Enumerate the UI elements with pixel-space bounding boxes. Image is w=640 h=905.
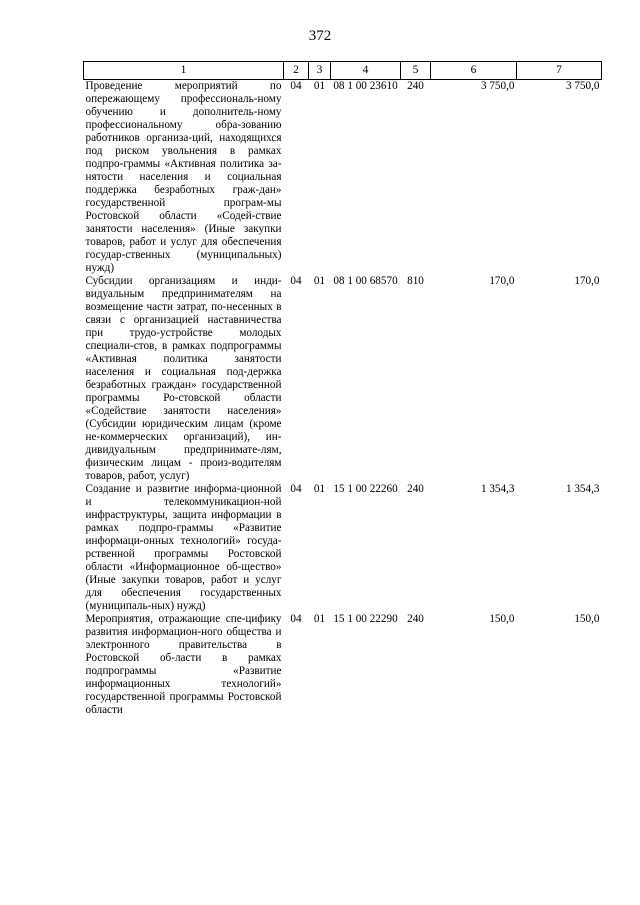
column-header-7: 7 xyxy=(517,62,602,80)
row-amount-col7: 1 354,3 xyxy=(565,483,600,495)
row-target-article-code: 08 1 00 68570 xyxy=(333,275,398,287)
row-section-code: 04 xyxy=(290,483,302,495)
row-expense-type-code: 240 xyxy=(407,80,424,92)
table-row xyxy=(84,80,602,276)
row-subsection-code: 01 xyxy=(313,275,326,287)
table-row xyxy=(84,275,602,483)
row-description: Мероприятия, отражающие спе-цифику развития информацион-ного общества и электронного правительства в Ростовской об-ласти в рамках подпрограммы «Развитие информационных технологий» государственной программы Ростовской области xyxy=(85,613,282,716)
row-section-code: 04 xyxy=(290,80,302,92)
table-row xyxy=(84,613,602,717)
column-header-4: 4 xyxy=(331,62,401,80)
row-description: Создание и развитие информа-ционной и телекоммуникацион-ной инфраструктуры, защита информации в рамках подпро-граммы «Развитие информаци-онных технологий» госуда-рственной программы Ростовской области «Информационное об-щество» (Иные закупки товаров, работ и услуг для обеспечения государственных (муниципаль-ных) нужд) xyxy=(85,483,282,612)
page-number: 372 xyxy=(308,28,332,44)
row-target-article-code: 15 1 00 22260 xyxy=(333,483,398,495)
column-header-5: 5 xyxy=(401,62,431,80)
row-amount-col6: 170,0 xyxy=(489,275,515,287)
column-header-6: 6 xyxy=(431,62,517,80)
row-amount-col7: 3 750,0 xyxy=(565,80,600,92)
row-expense-type-code: 810 xyxy=(407,275,424,287)
table-row xyxy=(84,483,602,613)
row-amount-col6: 150,0 xyxy=(489,613,515,625)
row-target-article-code: 15 1 00 22290 xyxy=(333,613,398,625)
row-section-code: 04 xyxy=(290,275,302,287)
row-section-code: 04 xyxy=(290,613,302,625)
table-header-row xyxy=(84,62,602,80)
row-target-article-code: 08 1 00 23610 xyxy=(333,80,398,92)
row-description: Проведение мероприятий по опережающему профессиональ-ному обучению и дополнитель-ному профессиональному обра-зованию работников организа-ций, находящихся под риском увольнения в рамках подпро-граммы «Активная политика за-нятости населения и социальная поддержка безработных граж-дан» государственной програм-мы Ростовской области «Содей-ствие занятости населения» (Иные закупки товаров, работ и услуг для обеспечения государ-ственных (муниципальных) нужд) xyxy=(85,80,282,274)
row-subsection-code: 01 xyxy=(313,483,326,495)
row-expense-type-code: 240 xyxy=(407,613,424,625)
row-amount-col7: 170,0 xyxy=(574,275,600,287)
budget-table xyxy=(83,61,602,717)
row-amount-col7: 150,0 xyxy=(574,613,600,625)
row-description: Субсидии организациям и инди-видуальным предпринимателям на возмещение части затрат, по-несенных в связи с организацией наставничества при трудо-устройстве молодых специали-стов, в рамках подпрограммы «Активная политика занятости населения и социальная под-держка безработных граждан» государственной программы Ро-стовской области «Содействие занятости населения» (Субсидии юридическим лицам (кроме не-коммерческих организаций), ин-дивидуальным предпринимате-лям, физическим лицам - произ-водителям товаров, работ, услуг) xyxy=(85,275,282,482)
column-header-3: 3 xyxy=(309,62,331,80)
row-amount-col6: 3 750,0 xyxy=(480,80,515,92)
column-header-1: 1 xyxy=(84,62,284,80)
row-subsection-code: 01 xyxy=(313,80,326,92)
row-expense-type-code: 240 xyxy=(407,483,424,495)
row-subsection-code: 01 xyxy=(313,613,326,625)
row-amount-col6: 1 354,3 xyxy=(480,483,515,495)
column-header-2: 2 xyxy=(284,62,309,80)
